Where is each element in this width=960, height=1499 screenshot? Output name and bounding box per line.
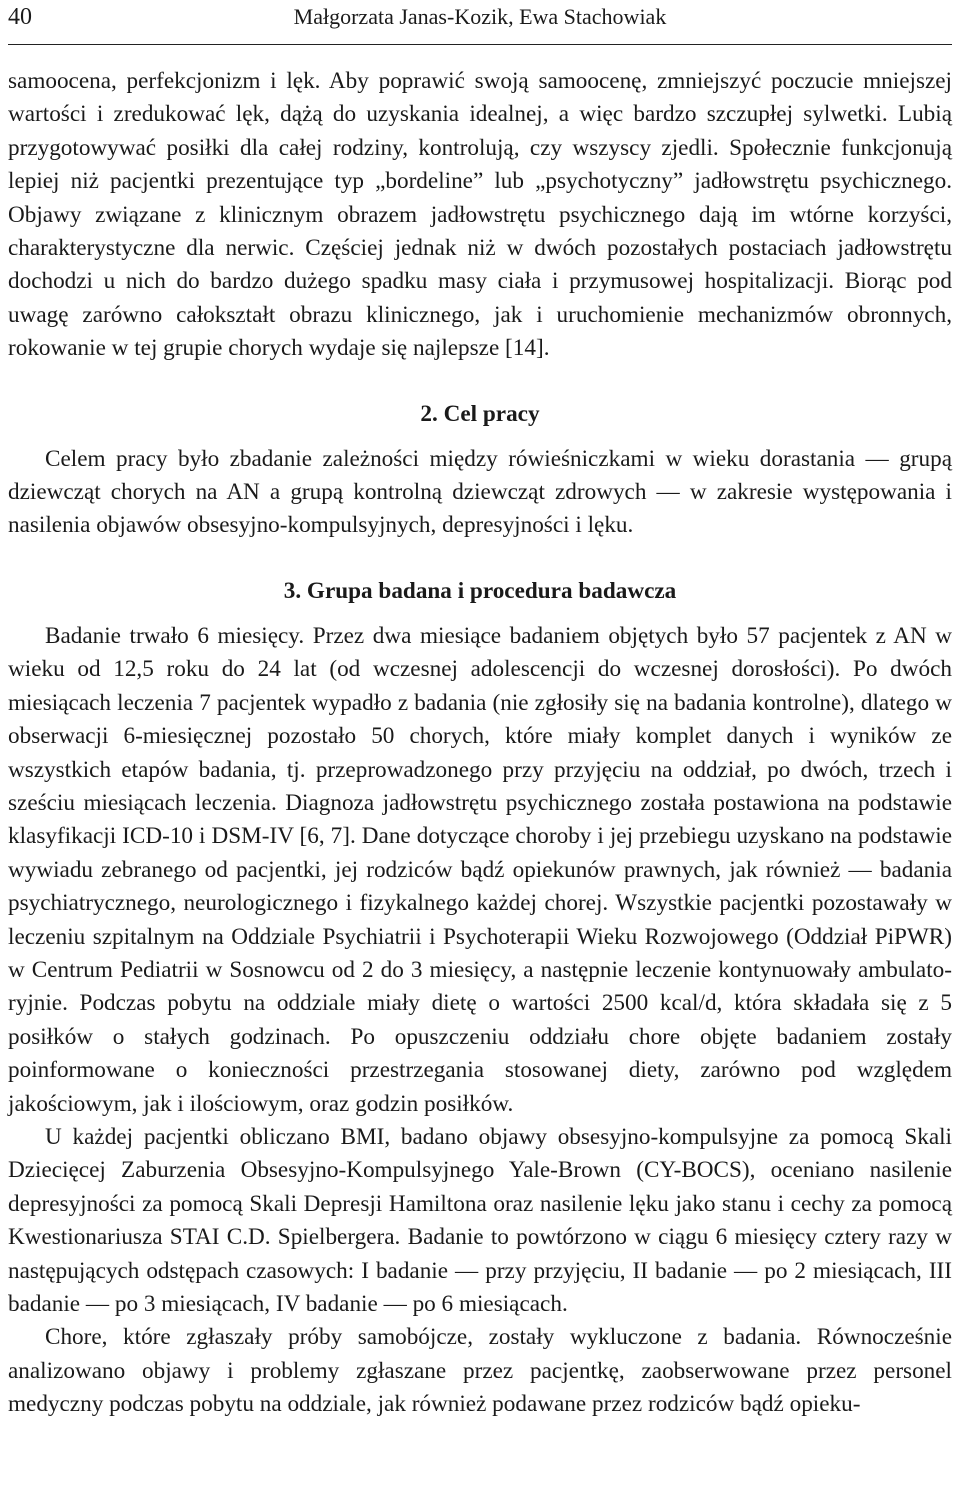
paragraph-measures: U każdej pacjentki obliczano BMI, badano objawy obsesyjno-kompulsyjne za pomocą Skali Dziecięcej Zaburzenia Obsesyjno-Kompulsyjnego Yale-Brown (CY-BOCS), oceniano nasilenie depresyjności za pomocą Skali Depresji Hamiltona oraz nasilenie lęku jako stanu i cechy za pomocą Kwestionariusza STAI C.D. Spielbergera. Badanie to powtórzono w ciągu 6 miesięcy cztery razy w następujących odstępach czasowych: I badanie — przy przyjęciu, II badanie — po 2 miesiącach, III badanie — po 3 miesiącach, IV badanie — po 6 miesiącach.	[8, 1123, 952, 1317]
paragraph-continued: samoocena, perfekcjonizm i lęk. Aby poprawić swoją samoocenę, zmniejszyć poczucie mniejszej wartości i zredukować lęk, dążą do uzyskania idealnej, a więc bardzo szczupłej sylwetki. Lubią przygotowywać posiłki dla całej rodziny, kontrolują, czy wszyscy zjedli. Społecznie funkcjonują lepiej niż pacjentki prezentujące typ „bordeline” lub „psychotyczny” jadłowstrętu psychicznego. Objawy związane z klinicznym obrazem jadłowstrętu psychicznego dają im wtórne korzyści, charakterystyczne dla nerwic. Częściej jednak niż w dwóch pozostałych postaciach jadłowstrętu dochodzi u nich do bardzo dużego spadku masy ciała i przymusowej hospitalizacji. Biorąc pod uwagę zarówno całokształt obrazu klinicznego, jak i uruchomienie mechanizmów obronnych, rokowanie w tej grupie chorych wydaje się najlepsze [14].	[8, 68, 952, 362]
running-head-authors: Małgorzata Janas-Kozik, Ewa Stachowiak	[293, 4, 667, 29]
paragraph-aim: Celem pracy było zbadanie zależności między rówieśniczkami w wieku dorastania — grupą dziewcząt chorych na AN a grupą kontrolną dziewcząt zdrowych — w zakresie występowania i nasilenia objawów obsesyjno-kompulsyjnych, depresyjności i lęku.	[8, 445, 952, 539]
page-number: 40	[8, 4, 32, 30]
paragraph-study-group: Badanie trwało 6 miesięcy. Przez dwa miesiące badaniem objętych było 57 pacjentek z AN w wieku od 12,5 roku do 24 lat (od wczesnej adolescencji do wczesnej dorosłości). Po dwóch miesiącach leczenia 7 pacjentek wypadło z badania (nie zgłosiły się na badania kontrolne), dlatego w obserwacji 6-miesięcznej pozostało 50 chorych, które miały komplet danych i wyników ze wszystkich etapów badania, tj. przeprowadzonego przy przyjęciu na oddział, po dwóch, trzech i sześciu miesiącach leczenia. Diagnoza jadłowstrętu psychicznego została postawiona na podstawie klasyfikacji ICD-10 i DSM-IV [6, 7]. Dane dotyczące choroby i jej przebiegu uzyskano na podstawie wywiadu zebranego od pacjentki, jej rodziców bądź opiekunów prawnych, jak również — badania psychiatrycznego, neurologicznego i fizykalnego każdej chorej. Wszystkie pacjentki pozostawały w leczeniu szpitalnym na Oddziale Psychiatrii i Psychoterapii Wieku Rozwojowego (Oddział PiPWR) w Centrum Pediatrii w Sosnowcu od 2 do 3 miesięcy, a następnie leczenie kontynuowały ambulatoryjnie. Podczas pobytu na oddziale miały dietę o wartości 2500 kcal/d, która składała się z 5 posiłków o stałych godzinach. Po opuszczeniu oddziału chore objęte badaniem zostały poinformowane o konieczności przestrzegania stosowanej diety, zarówno pod względem jakościowym, jak i ilościowym, oraz godzin posiłków.	[8, 622, 952, 1117]
section-heading-study-group: 3. Grupa badana i procedura badawcza	[283, 577, 677, 604]
paragraph-exclusion: Chore, które zgłaszały próby samobójcze, zostały wykluczone z badania. Równocześnie analizowano objawy i problemy zgłaszane przez pacjentkę, zaobserwowane przez personel medyczny podczas pobytu na oddziale, jak również podawane przez rodziców bądź opieku-	[8, 1324, 952, 1418]
running-head	[8, 0, 952, 45]
section-heading-aim: 2. Cel pracy	[420, 400, 540, 427]
